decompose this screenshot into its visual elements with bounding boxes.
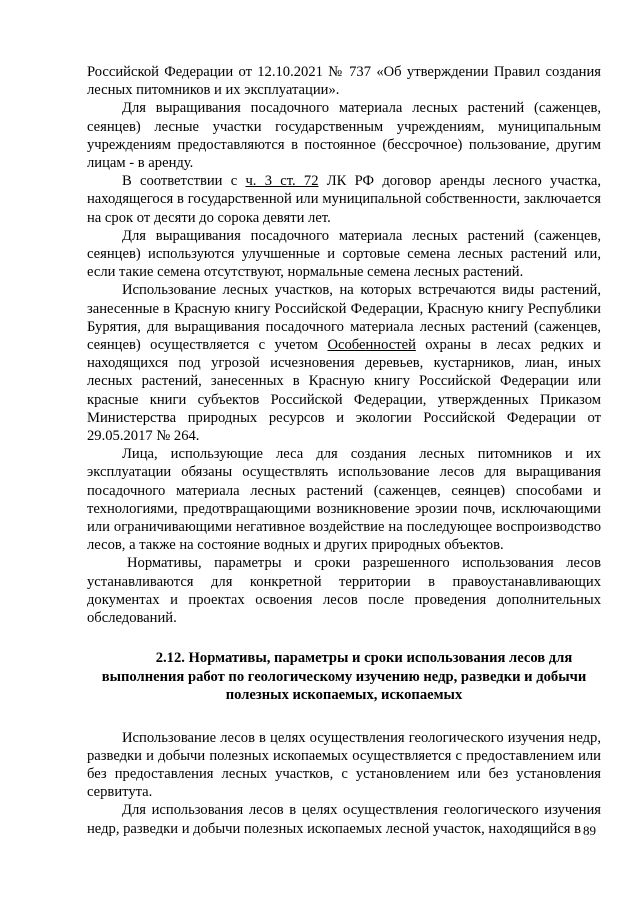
paragraph-geology: Использование лесов в целях осуществления геологического изучения недр, разведки и добычи полезных ископаемых осуществляется с предоставлением или без предоставления лесных участков, с установлением или без установления сервитута.: [87, 729, 601, 801]
features-link[interactable]: Особенностей: [327, 337, 416, 354]
page-number: 89: [583, 823, 596, 838]
paragraph-continued: Российской Федерации от 12.10.2021 № 737 «Об утверждении Правил создания лесных питомников и их эксплуатации».: [87, 64, 601, 99]
paragraph-text: ЛК РФ договор аренды лесного участка, находящегося в государственной или муниципальной собственности, заключается на срок от десяти до сорока девяти лет.: [87, 173, 601, 226]
paragraph-lease-term: [87, 172, 601, 227]
page-content: [87, 63, 601, 838]
paragraph-land-provision: Для выращивания посадочного материала лесных растений (саженцев, сеянцев) лесные участки государственным учреждениям, муниципальным учреждениям предоставляются в постоянное (бессрочное) пользование, другим лицам - в аренду.: [87, 100, 601, 172]
section-heading-line1: 2.12. Нормативы, параметры и сроки использования лесов для: [155, 650, 573, 667]
section-heading: [87, 649, 601, 704]
paragraph-text: Использование лесных участков, на которых встречаются виды растений, занесенные в Красную книгу Российской Федерации, Красную книгу Республики Бурятия, для выращивания посадочного материала лесных растений (саженцев, сеянцев) осуществляется с учетом: [87, 282, 601, 354]
section-heading-line2: выполнения работ по геологическому изучению недр, разведки и добычи полезных ископаемых, ископаемых: [101, 668, 587, 704]
paragraph-norms: Нормативы, параметры и сроки разрешенного использования лесов устанавливаются для конкретной территории в правоустанавливающих документах и проектах освоения лесов после проведения дополнительных обследований.: [87, 555, 601, 627]
paragraph-text: В соответствии с: [122, 173, 246, 190]
paragraph-obligations: Лица, использующие леса для создания лесных питомников и их эксплуатации обязаны осуществлять использование лесов для выращивания посадочного материала лесных растений (саженцев, сеянцев) способами и технологиями, предотвращающими возникновение эрозии почв, исключающими или ограничивающими негативное воздействие на последующее воспроизводство лесов, а также на состояние водных и других природных объектов.: [87, 446, 601, 554]
paragraph-text: охраны в лесах редких и находящихся под угрозой исчезновения деревьев, кустарников, лиан, иных лесных растений, занесенных в Красную книгу Российской Федерации или красные книги субъектов Российской Федерации, утвержденных Приказом Министерства природных ресурсов и экологии Российской Федерации от 29.05.2017 № 264.: [87, 337, 601, 445]
paragraph-geology-land: Для использования лесов в целях осуществления геологического изучения недр, разведки и добычи полезных ископаемых лесной участок, находящийся в: [87, 802, 601, 837]
paragraph-seeds: Для выращивания посадочного материала лесных растений (саженцев, сеянцев) используются улучшенные и сортовые семена лесных растений или, если такие семена отсутствуют, нормальные семена лесных растений.: [87, 227, 601, 281]
law-reference-link[interactable]: ч. 3 ст. 72: [245, 173, 319, 190]
paragraph-red-book: [87, 281, 601, 445]
